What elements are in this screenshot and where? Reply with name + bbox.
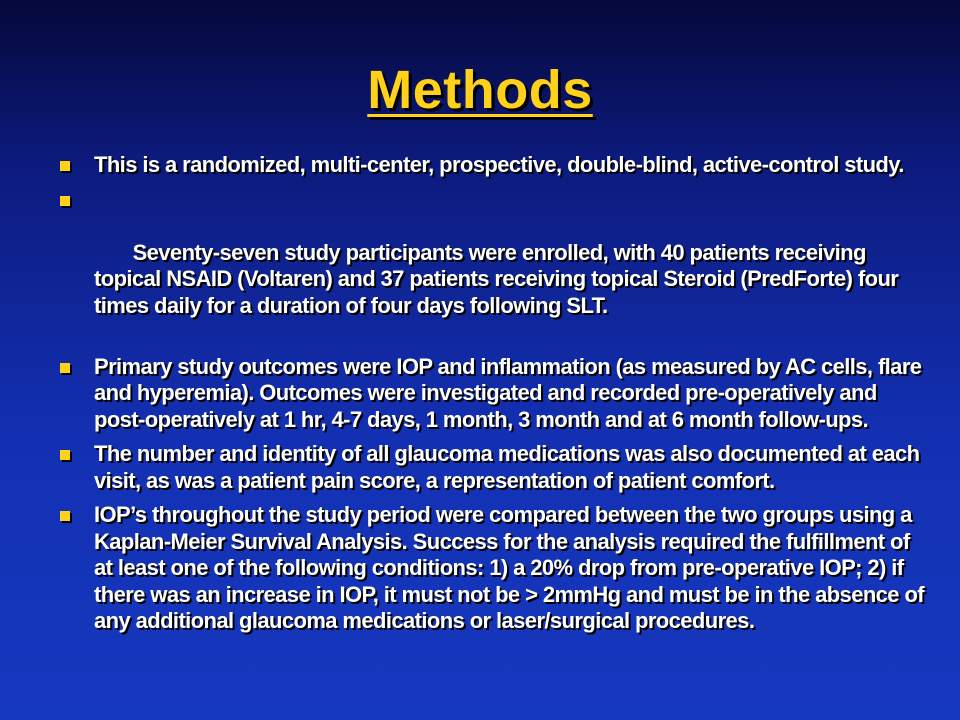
bullet-item <box>58 354 930 434</box>
bullet-text: Seventy-seven study participants were enrolled, with 40 patients receiving topical NSAID (Voltaren) and 37 patients receiving topical Steroid (PredForte) four times daily for a duration of four days following SLT. <box>94 239 904 318</box>
bullet-text: Primary study outcomes were IOP and inflammation (as measured by AC cells, flare and hyperemia). Outcomes were investigated and recorded pre-operatively and post-operatively at 1 hr, 4-7 days, 1 month, 3 month and at 6 month follow-ups. <box>94 353 922 432</box>
slide-title: Methods <box>367 60 593 120</box>
bullet-text: This is a randomized, multi-center, prospective, double-blind, active-control study. <box>94 152 904 177</box>
square-bullet-icon <box>60 450 70 460</box>
square-bullet-icon <box>60 363 70 373</box>
bullet-item <box>58 187 930 346</box>
square-bullet-icon <box>60 196 70 206</box>
bullet-item <box>58 152 930 179</box>
bullet-item <box>58 502 930 635</box>
bullet-item <box>58 441 930 494</box>
bullet-text: The number and identity of all glaucoma medications was also documented at each visit, as was a patient pain score, a representation of patient comfort. <box>94 441 920 493</box>
bullet-text: IOP’s throughout the study period were compared between the two groups using a Kaplan-Meier Survival Analysis. Success for the analysis required the fulfillment of at least one of the following conditions: 1) a 20% drop from pre-operative IOP; 2) if there was an increase in IOP, it must not be > 2mmHg and must be in the absence of any additional glaucoma medications or laser/surgical procedures. <box>94 502 925 633</box>
bullet-list <box>58 152 930 643</box>
square-bullet-icon <box>60 161 70 171</box>
square-bullet-icon <box>60 511 70 521</box>
